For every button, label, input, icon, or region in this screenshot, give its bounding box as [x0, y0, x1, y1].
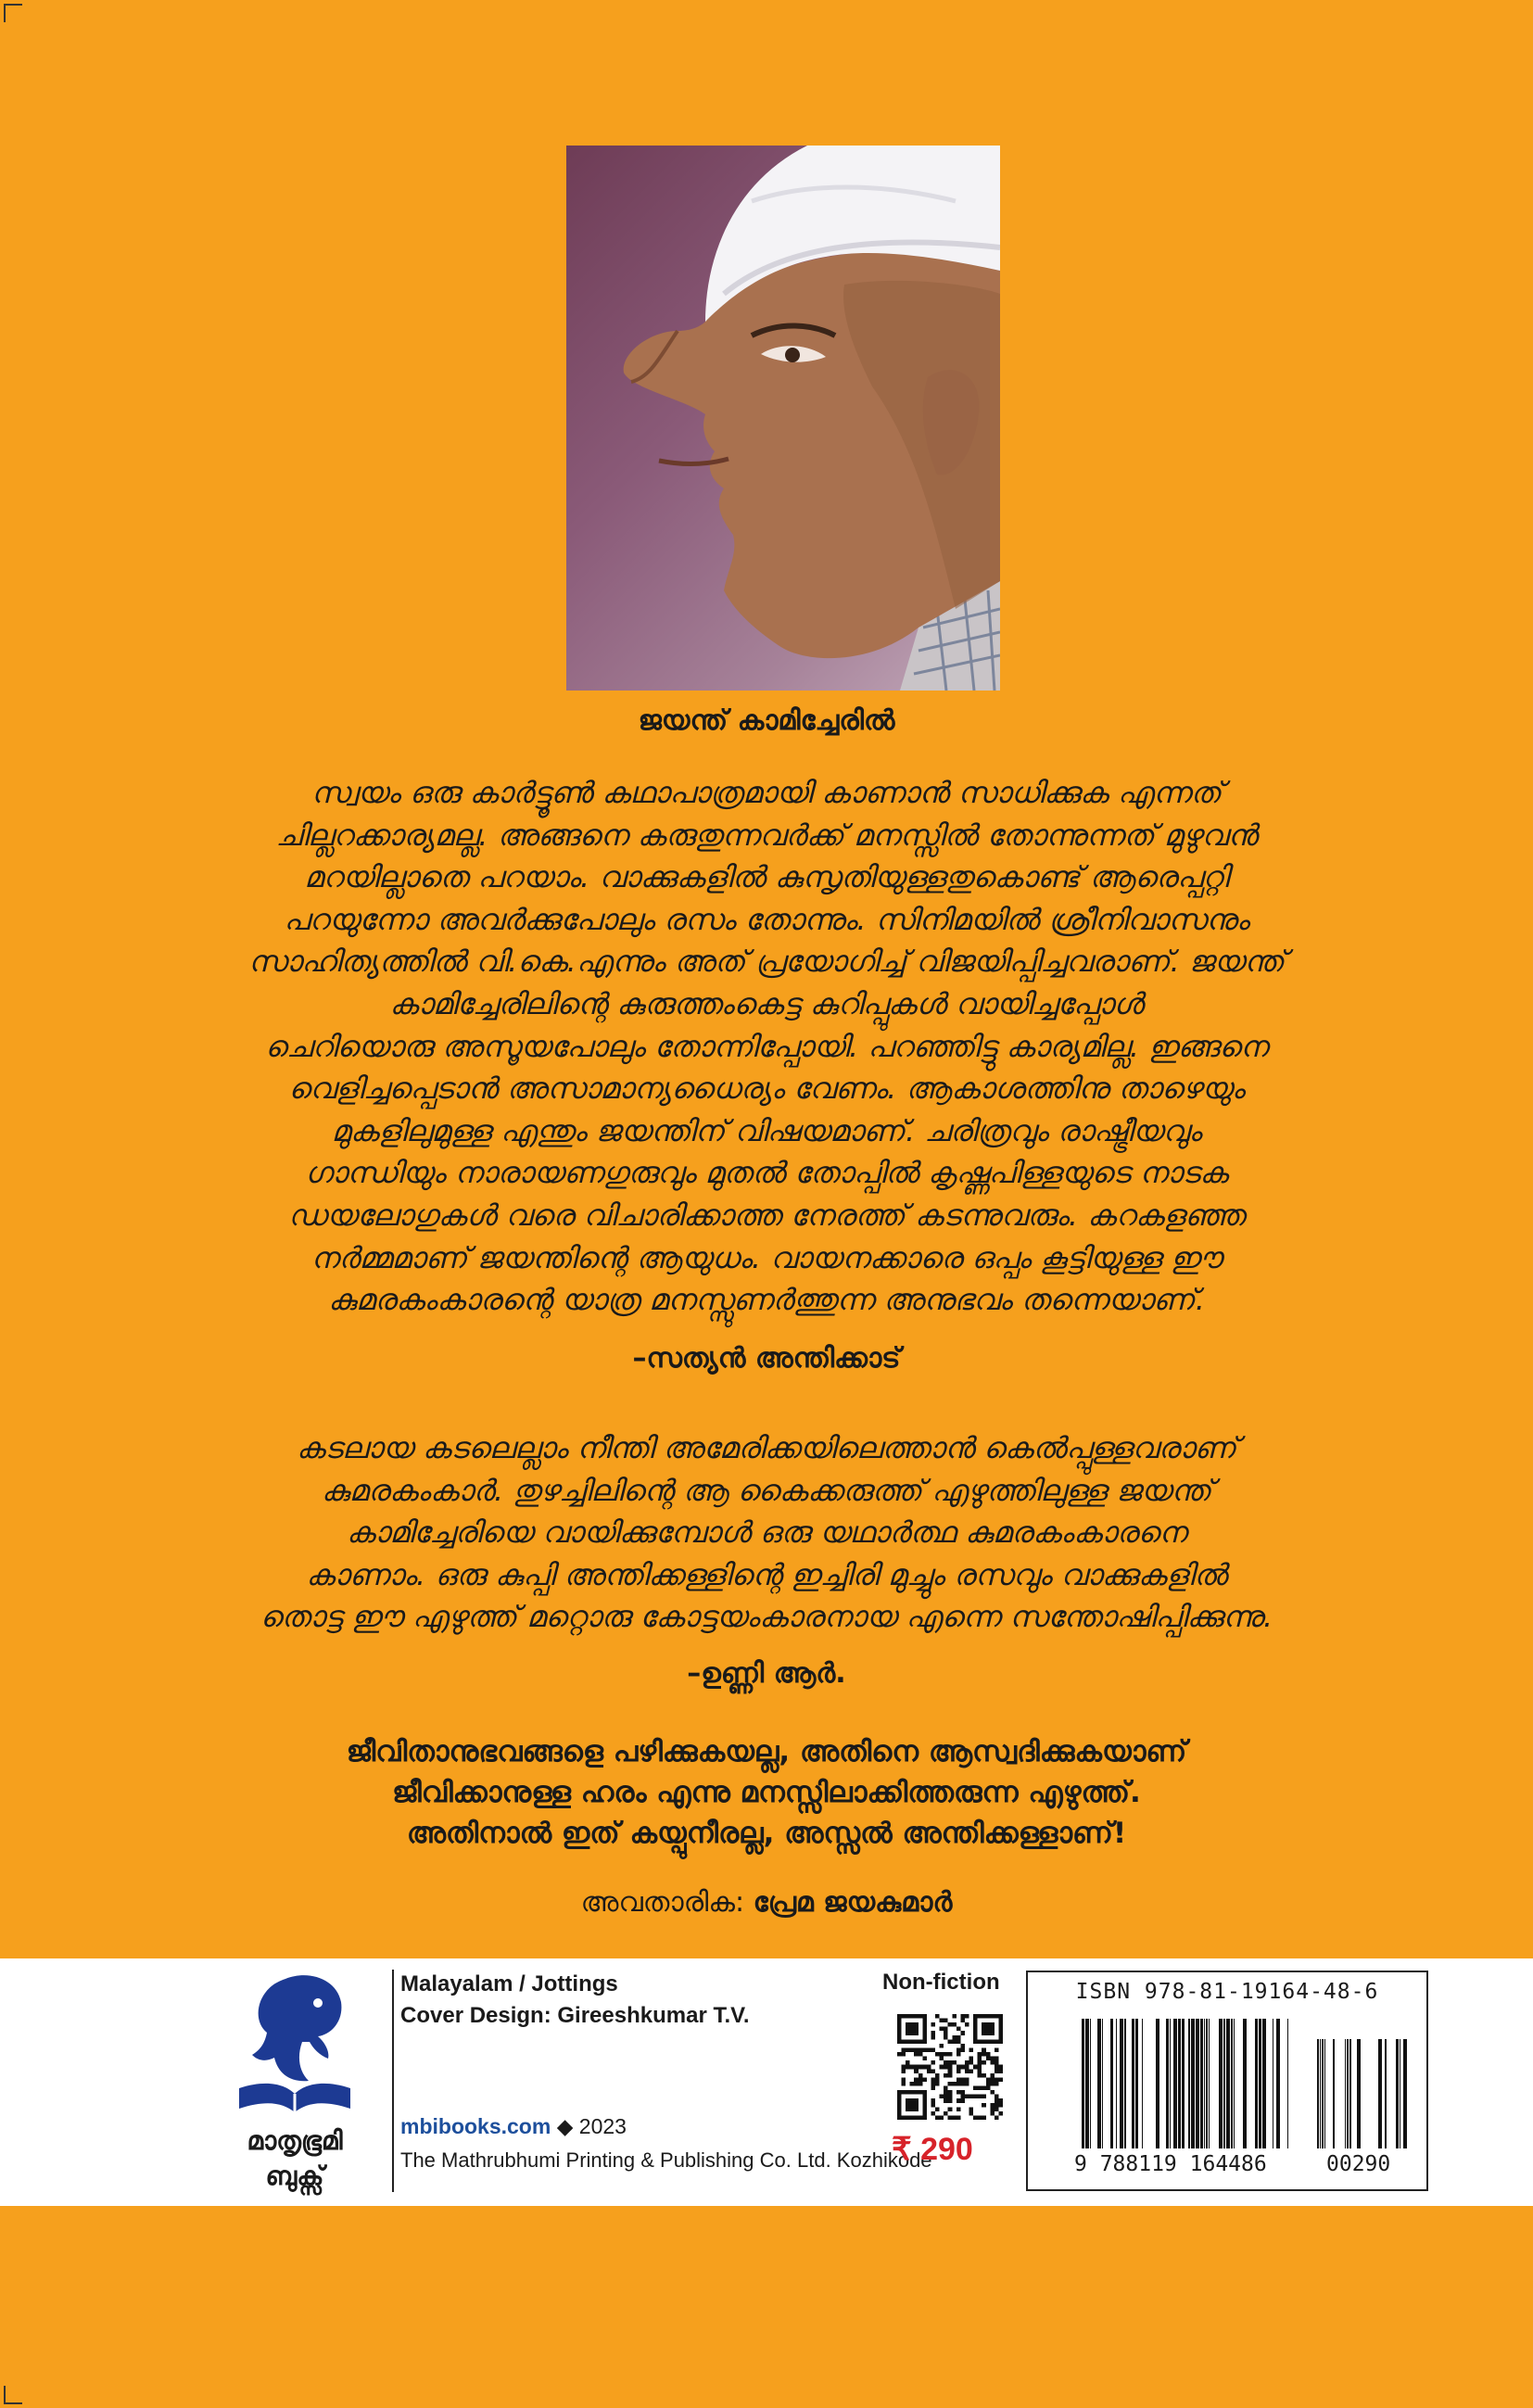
- blurb-line: ചില്ലറക്കാര്യമല്ല. അങ്ങനെ കരുതുന്നവർക്ക് മനസ്സിൽ തോന്നുന്നത് മുഴുവൻ: [275, 817, 1258, 853]
- attribution-1: –സത്യൻ അന്തിക്കാട്: [632, 1342, 901, 1375]
- publisher-name-line2: ബുക്സ്: [265, 2161, 324, 2191]
- foreword-author: പ്രേമ ജയകുമാർ: [753, 1886, 953, 1919]
- cover-design-credit: Cover Design: Gireeshkumar T.V.: [400, 2003, 750, 2028]
- blurb-line: കുമരകംകാരന്റെ യാത്ര മനസ്സുണർത്തുന്ന അനുഭവം തന്നെയാണ്.: [328, 1282, 1205, 1318]
- blurb-line: സാഹിത്യത്തിൽ വി.കെ.എന്നും അത് പ്രയോഗിച്ച് വിജയിപ്പിച്ചവരാണ്. ജയന്ത്: [248, 944, 1285, 980]
- elephant-logo-icon: [221, 1970, 369, 2127]
- blurb-line: കാണാം. ഒരു കുപ്പി അന്തിക്കള്ളിന്റെ ഇച്ചിരി മുച്ചും രസവും വാക്കുകളിൽ: [306, 1556, 1227, 1592]
- crop-mark-bottom-left: [4, 2386, 22, 2404]
- blurb-line: നർമ്മമാണ് ജയന്തിന്റെ ആയുധം. വായനക്കാരെ ഒപ്പം കൂട്ടിയുള്ള ഈ: [310, 1239, 1223, 1275]
- blurb-line: കുമരകംകാർ. തുഴച്ചിലിന്റെ ആ കൈക്കരുത്ത് എഴുത്തിലുള്ള ജയന്ത്: [321, 1472, 1212, 1508]
- publisher-logo: [221, 1970, 369, 2192]
- qr-code-icon: [897, 2014, 1003, 2120]
- foreword-credit: [0, 1886, 1533, 1919]
- author-photo: [566, 146, 1000, 691]
- blurb-line: വെളിച്ചപ്പെടാൻ അസാമാന്യധൈര്യം വേണം. ആകാശത്തിനു താഴെയും: [288, 1071, 1245, 1107]
- category-label: Malayalam / Jottings: [400, 1971, 618, 1996]
- publisher-footer: [0, 1958, 1533, 2206]
- price-label: ₹ 290: [892, 2132, 973, 2167]
- genre-label: Non-fiction: [882, 1970, 1000, 1995]
- blurb-line: സ്വയം ഒരു കാർട്ടൂൺ കഥാപാത്രമായി കാണാൻ സാധിക്കുക എന്നത്: [311, 775, 1222, 810]
- closing-statement: [185, 1731, 1348, 1854]
- blurb-line: കടലായ കടലെല്ലാം നീന്തി അമേരിക്കയിലെത്താൻ കെൽപ്പുള്ളവരാണ്: [296, 1430, 1237, 1465]
- blurb-line: കാമിച്ചേരിയെ വായിക്കുമ്പോൾ ഒരു യഥാർത്ഥ കുമരകംകാരനെ: [346, 1515, 1187, 1551]
- blurb-line: മറയില്ലാതെ പറയാം. വാക്കുകളിൽ കുസൃതിയുള്ളതുകൊണ്ട് ആരെപ്പറ്റി: [304, 859, 1229, 895]
- website-line: [400, 2114, 627, 2139]
- publisher-name-line1: മാതൃഭൂമി: [247, 2125, 343, 2156]
- attribution-2: –ഉണ്ണി ആർ.: [687, 1657, 846, 1690]
- barcode-addon-digits: 00290: [1326, 2152, 1391, 2176]
- footer-divider: [392, 1970, 394, 2192]
- closing-line: അതിനാൽ ഇത് കയ്പുനീരല്ല, അസ്സൽ അന്തിക്കള്ളാണ്!: [406, 1817, 1127, 1850]
- printer-credit: The Mathrubhumi Printing & Publishing Co. Ltd. Kozhikode: [400, 2148, 932, 2172]
- website-link[interactable]: mbibooks.com: [400, 2114, 551, 2138]
- blurb-line: ഡയലോഗുകൾ വരെ വിചാരിക്കാത്ത നേരത്ത് കടന്നുവരും. കറകളഞ്ഞ: [288, 1197, 1245, 1233]
- crop-mark-top-left: [4, 4, 22, 22]
- publication-year: ◆ 2023: [556, 2114, 627, 2138]
- isbn-text: ISBN 978-81-19164-48-6: [1075, 1980, 1379, 2004]
- blurb-1: [185, 772, 1348, 1322]
- foreword-label: അവതാരിക:: [580, 1886, 745, 1919]
- barcode-icon: [1082, 2019, 1415, 2148]
- blurb-line: ചെറിയൊരു അസൂയപോലും തോന്നിപ്പോയി. പറഞ്ഞിട്ടു കാര്യമില്ല. ഇങ്ങനെ: [265, 1028, 1268, 1064]
- blurb-2: [185, 1427, 1348, 1639]
- closing-line: ജീവിക്കാനുള്ള ഹരം എന്നു മനസ്സിലാക്കിത്തരുന്ന എഴുത്ത്.: [392, 1776, 1141, 1809]
- blurb-line: പറയുന്നോ അവർക്കുപോലും രസം തോന്നും. സിനിമയിൽ ശ്രീനിവാസനും: [284, 901, 1249, 937]
- barcode-digits: 9 788119 164486: [1074, 2152, 1267, 2176]
- author-caption: ജയന്ത് കാമിച്ചേരിൽ: [638, 704, 895, 737]
- blurb-line: ഗാന്ധിയും നാരായണഗുരുവും മുതൽ തോപ്പിൽ കൃഷ്ണപിള്ളയുടെ നാടക: [305, 1155, 1228, 1191]
- blurb-line: തൊട്ട ഈ എഴുത്ത് മറ്റൊരു കോട്ടയംകാരനായ എന്നെ സന്തോഷിപ്പിക്കുന്നു.: [260, 1599, 1273, 1635]
- blurb-line: കാമിച്ചേരിലിന്റെ കുരുത്തംകെട്ട കുറിപ്പുകൾ വായിച്ചപ്പോൾ: [389, 985, 1144, 1021]
- closing-line: ജീവിതാനുഭവങ്ങളെ പഴിക്കുകയല്ല, അതിനെ ആസ്വദിക്കുകയാണ്: [346, 1735, 1187, 1768]
- isbn-box: [1026, 1971, 1428, 2191]
- blurb-line: മുകളിലുമുള്ള എന്തും ജയന്തിന് വിഷയമാണ്. ചരിത്രവും രാഷ്ട്രീയവും: [331, 1112, 1202, 1148]
